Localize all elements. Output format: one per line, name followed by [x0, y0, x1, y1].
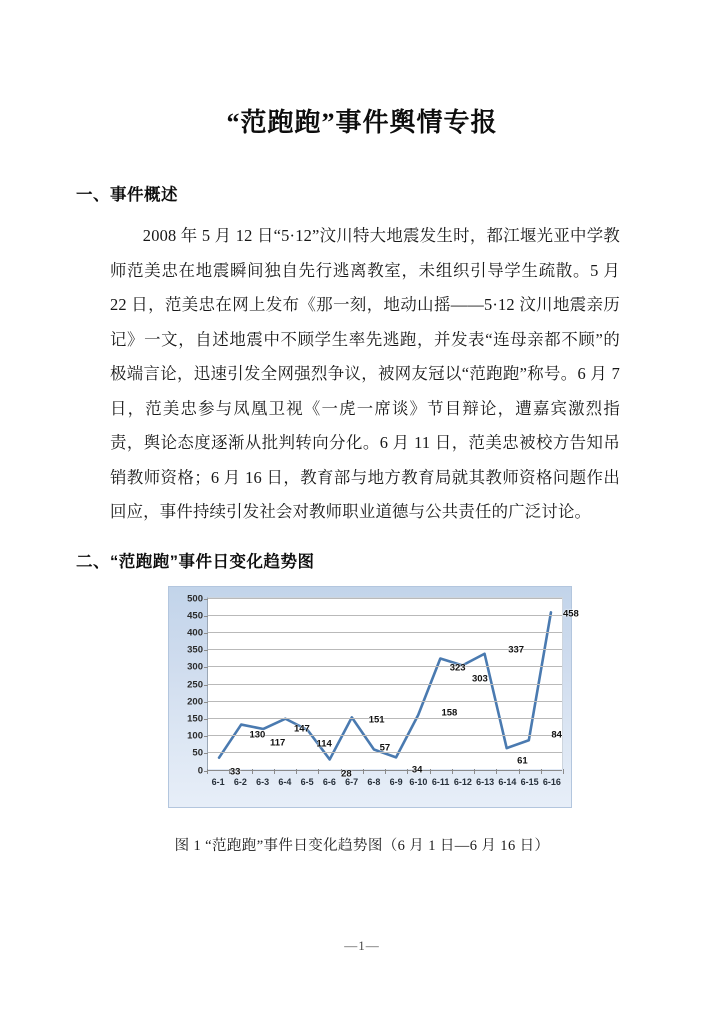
chart-y-tick-label: 50	[192, 747, 203, 759]
chart-y-tick-label: 0	[197, 765, 203, 776]
section-heading-trend-chart: 二、“范跑跑”事件日变化趋势图	[76, 552, 315, 571]
chart-gridline	[187, 696, 562, 708]
chart-x-tick-mark	[474, 769, 475, 774]
chart-x-tick-label: 6-16	[542, 776, 561, 787]
chart-x-tick-label: 6-3	[256, 776, 270, 787]
chart-y-tick-label: 450	[187, 610, 203, 622]
chart-x-tick-label: 6-4	[278, 776, 292, 787]
chart-point-label: 33	[229, 766, 241, 778]
chart-y-tick-label: 400	[187, 627, 203, 639]
chart-y-tick-label: 250	[187, 679, 203, 690]
page-number: —1—	[344, 938, 380, 953]
daily-trend-line-chart	[168, 586, 579, 808]
chart-x-tick-mark	[296, 769, 297, 774]
chart-x-tick-label: 6-13	[476, 776, 495, 787]
chart-x-tick-mark	[207, 769, 208, 774]
chart-x-tick-mark	[341, 769, 342, 774]
chart-x-tick-mark	[430, 769, 431, 774]
chart-point-label: 303	[471, 673, 488, 685]
chart-point-label: 158	[441, 707, 458, 719]
chart-y-tick-mark	[204, 633, 208, 634]
chart-x-tick-mark	[229, 769, 230, 774]
chart-gridline	[187, 593, 562, 604]
chart-point-label: 323	[449, 662, 466, 674]
page-title: “范跑跑”事件舆情专报	[226, 108, 498, 137]
chart-point-label: 61	[517, 755, 528, 767]
chart-point-label: 458	[562, 608, 579, 620]
section-body-overview: 2008 年 5 月 12 日“5·12”汶川特大地震发生时，都江堰光亚中学教师范美忠在地震瞬间独自先行逃离教室，未组织引导学生疏散。5 月 22 日，范美忠在网上发布《那一刻，地动山摇——5·12 汶川地震亲历记》一文，自述地震中不顾学生率先逃跑，并发表“连母亲都不顾”的极端言论，迅速引发全网强烈争议，被网友冠以“范跑跑”称号。6 月 7 日，范美忠参与凤凰卫视《一虎一席谈》节目辩论，遭嘉宾激烈指责，舆论态度逐渐从批判转向分化。6 月 11 日，范美忠被校方告知吊销教师资格；6 月 16 日，教育部与地方教育局就其教师资格问题作出回应，事件持续引发社会对教师职业道德与公共责任的广泛讨论。	[110, 226, 620, 521]
chart-y-tick-mark	[204, 650, 208, 651]
chart-x-tick-label: 6-2	[233, 776, 247, 787]
chart-y-tick-mark	[204, 616, 208, 617]
chart-point-label: 34	[411, 764, 423, 776]
chart-x-tick-label: 6-12	[453, 776, 472, 787]
chart-x-tick-mark	[407, 769, 408, 774]
chart-x-tick-mark	[252, 769, 253, 774]
chart-y-tick-mark	[204, 685, 208, 686]
chart-point-label: 117	[269, 737, 286, 749]
chart-x-tick-mark	[563, 769, 564, 774]
chart-point-label: 151	[368, 714, 385, 726]
chart-x-tick-mark	[274, 769, 275, 774]
chart-point-label: 147	[293, 723, 310, 735]
chart-y-tick-label: 500	[187, 593, 203, 604]
chart-x-tick-mark	[363, 769, 364, 774]
chart-x-tick-label: 6-7	[345, 776, 359, 787]
chart-x-tick-label: 6-6	[322, 776, 336, 787]
chart-point-label: 130	[249, 729, 266, 741]
chart-point-label: 84	[551, 729, 562, 741]
chart-y-tick-label: 300	[187, 661, 203, 673]
chart-y-tick-mark	[204, 667, 208, 668]
figure-caption: 图 1 “范跑跑”事件日变化趋势图（6 月 1 日—6 月 16 日）	[174, 837, 550, 854]
chart-x-tick-label: 6-15	[520, 776, 539, 787]
section-heading-overview: 一、事件概述	[76, 186, 178, 204]
chart-gridline	[187, 627, 562, 639]
chart-x-tick-mark	[452, 769, 453, 774]
chart-y-tick-mark	[204, 753, 208, 754]
chart-x-tick-mark	[519, 769, 520, 774]
chart-x-tick-label: 6-14	[498, 776, 517, 787]
chart-y-tick-label: 100	[187, 730, 203, 742]
chart-y-tick-mark	[204, 599, 208, 600]
chart-container	[0, 586, 724, 808]
chart-y-tick-label: 350	[187, 644, 203, 656]
chart-point-label: 28	[341, 768, 352, 780]
chart-point-label: 337	[508, 644, 525, 656]
chart-x-axis	[207, 766, 563, 801]
chart-x-tick-label: 6-11	[431, 776, 450, 787]
chart-y-tick-mark	[204, 736, 208, 737]
chart-x-tick-mark	[496, 769, 497, 774]
chart-x-tick-label: 6-9	[389, 776, 403, 787]
chart-plot-area	[187, 593, 579, 780]
chart-point-label: 114	[316, 738, 332, 750]
chart-y-tick-mark	[204, 719, 208, 720]
chart-x-tick-mark	[318, 769, 319, 774]
chart-y-tick-label: 150	[187, 713, 203, 725]
chart-point-label: 57	[379, 742, 391, 754]
chart-x-tick-label: 6-8	[367, 776, 381, 787]
chart-x-tick-label: 6-10	[409, 776, 428, 787]
chart-y-tick-label: 200	[187, 696, 203, 708]
chart-x-tick-label: 6-1	[211, 776, 225, 787]
chart-gridline	[187, 610, 562, 622]
chart-x-tick-mark	[385, 769, 386, 774]
chart-x-tick-mark	[541, 769, 542, 774]
chart-x-tick-label: 6-5	[300, 776, 314, 787]
chart-line-path	[219, 612, 551, 759]
chart-y-tick-mark	[204, 702, 208, 703]
